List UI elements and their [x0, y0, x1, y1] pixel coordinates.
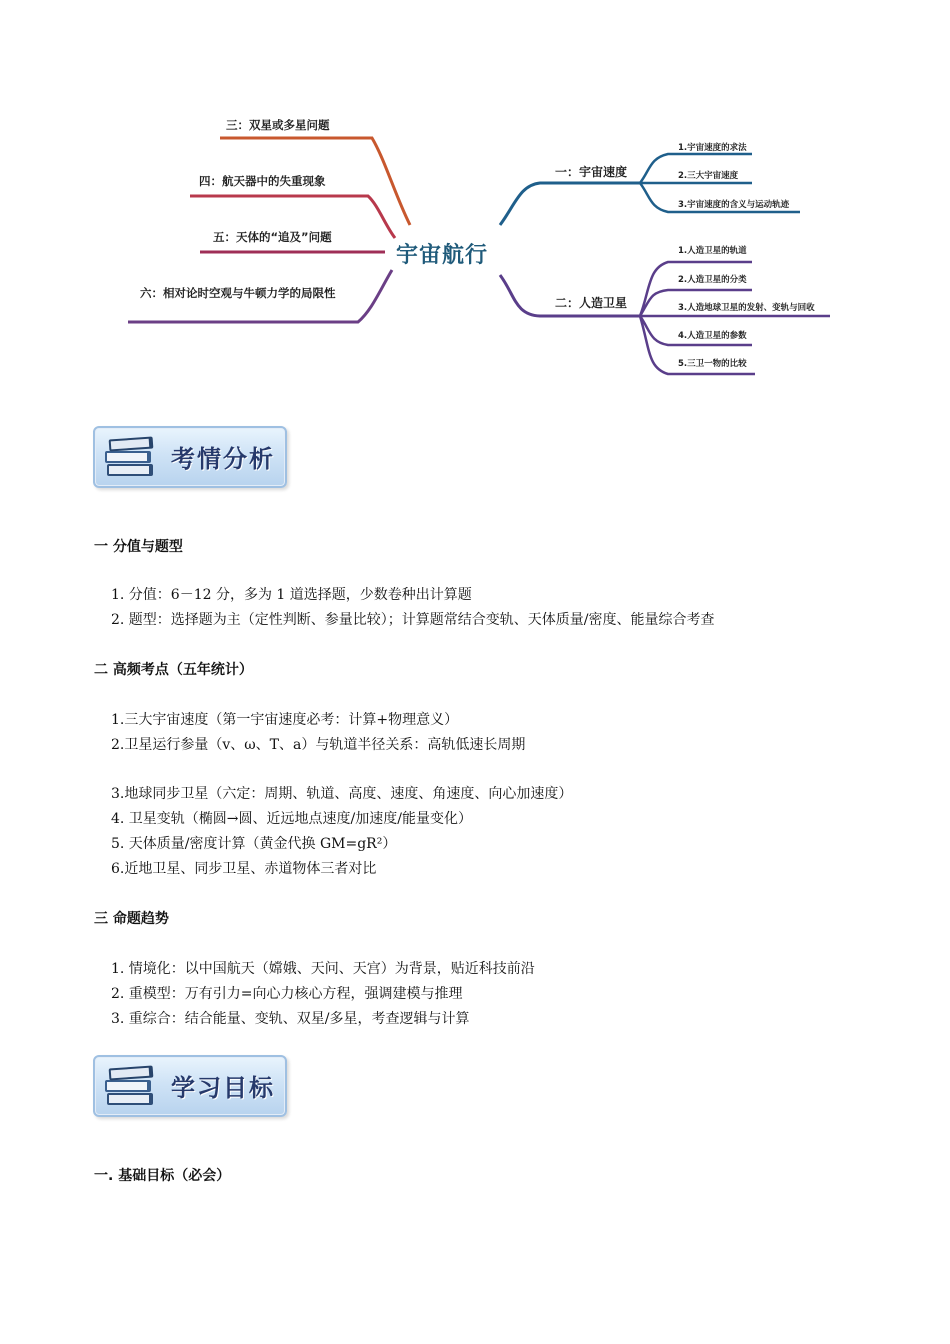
list-item: 4. 卫星变轨（椭圆→圆、近远地点速度/加速度/能量变化） [111, 811, 472, 827]
list-item: 1. 情境化：以中国航天（嫦娥、天问、天宫）为背景，贴近科技前沿 [111, 961, 535, 977]
mindmap-sub-1-1: 1.宇宙速度的求法 [678, 143, 747, 153]
mindmap-sub-2-1: 1.人造卫星的轨道 [678, 246, 747, 256]
mindmap-sub-2-5: 5.三卫一物的比较 [678, 359, 747, 369]
mind-map-connectors [0, 0, 950, 400]
mindmap-branch-6: 六：相对论时空观与牛顿力学的局限性 [140, 286, 336, 300]
list-item: 3.地球同步卫星（六定：周期、轨道、高度、速度、角速度、向心加速度） [111, 786, 573, 802]
banner-exam-analysis [93, 426, 287, 488]
mindmap-branch-4: 四：航天器中的失重现象 [199, 174, 326, 188]
section-heading-trend: 三 命题趋势 [94, 911, 169, 927]
list-item: 3. 重综合：结合能量、变轨、双星/多星，考查逻辑与计算 [111, 1011, 470, 1027]
list-item: 1.三大宇宙速度（第一宇宙速度必考：计算+物理意义） [111, 712, 459, 728]
mindmap-branch-3: 三：双星或多星问题 [226, 118, 330, 132]
books-icon [103, 434, 159, 480]
mindmap-branch-2: 二：人造卫星 [555, 296, 628, 310]
section-heading-score: 一 分值与题型 [94, 539, 183, 555]
mindmap-center: 宇宙航行 [396, 243, 489, 268]
list-item: 1. 分值：6－12 分，多为 1 道选择题，少数卷种出计算题 [111, 587, 472, 603]
list-item: 2. 题型：选择题为主（定性判断、参量比较）；计算题常结合变轨、天体质量/密度、能量综合考查 [111, 612, 715, 628]
list-item: 5. 天体质量/密度计算（黄金代换 GM=gR²） [111, 836, 397, 852]
list-item: 6.近地卫星、同步卫星、赤道物体三者对比 [111, 861, 377, 877]
list-item: 2. 重模型：万有引力=向心力核心方程，强调建模与推理 [111, 986, 463, 1002]
mindmap-branch-1: 一：宇宙速度 [555, 165, 628, 179]
mind-map [0, 0, 950, 400]
mindmap-sub-2-4: 4.人造卫星的参数 [678, 331, 747, 341]
mindmap-sub-1-3: 3.宇宙速度的含义与运动轨迹 [678, 200, 790, 210]
mindmap-sub-1-2: 2.三大宇宙速度 [678, 171, 739, 181]
mindmap-branch-5: 五：天体的“追及”问题 [213, 230, 332, 244]
books-icon [103, 1063, 159, 1109]
banner-title: 考情分析 [171, 444, 275, 473]
section-heading-basic-goals: 一. 基础目标（必会） [94, 1168, 231, 1184]
mindmap-sub-2-2: 2.人造卫星的分类 [678, 275, 747, 285]
banner-learning-goals [93, 1055, 287, 1117]
list-item: 2.卫星运行参量（v、ω、T、a）与轨道半径关系：高轨低速长周期 [111, 737, 526, 753]
section-heading-topics: 二 高频考点（五年统计） [94, 662, 253, 678]
banner-title: 学习目标 [171, 1073, 275, 1102]
connector-right-1 [500, 183, 640, 225]
mindmap-sub-2-3: 3.人造地球卫星的发射、变轨与回收 [678, 303, 815, 313]
